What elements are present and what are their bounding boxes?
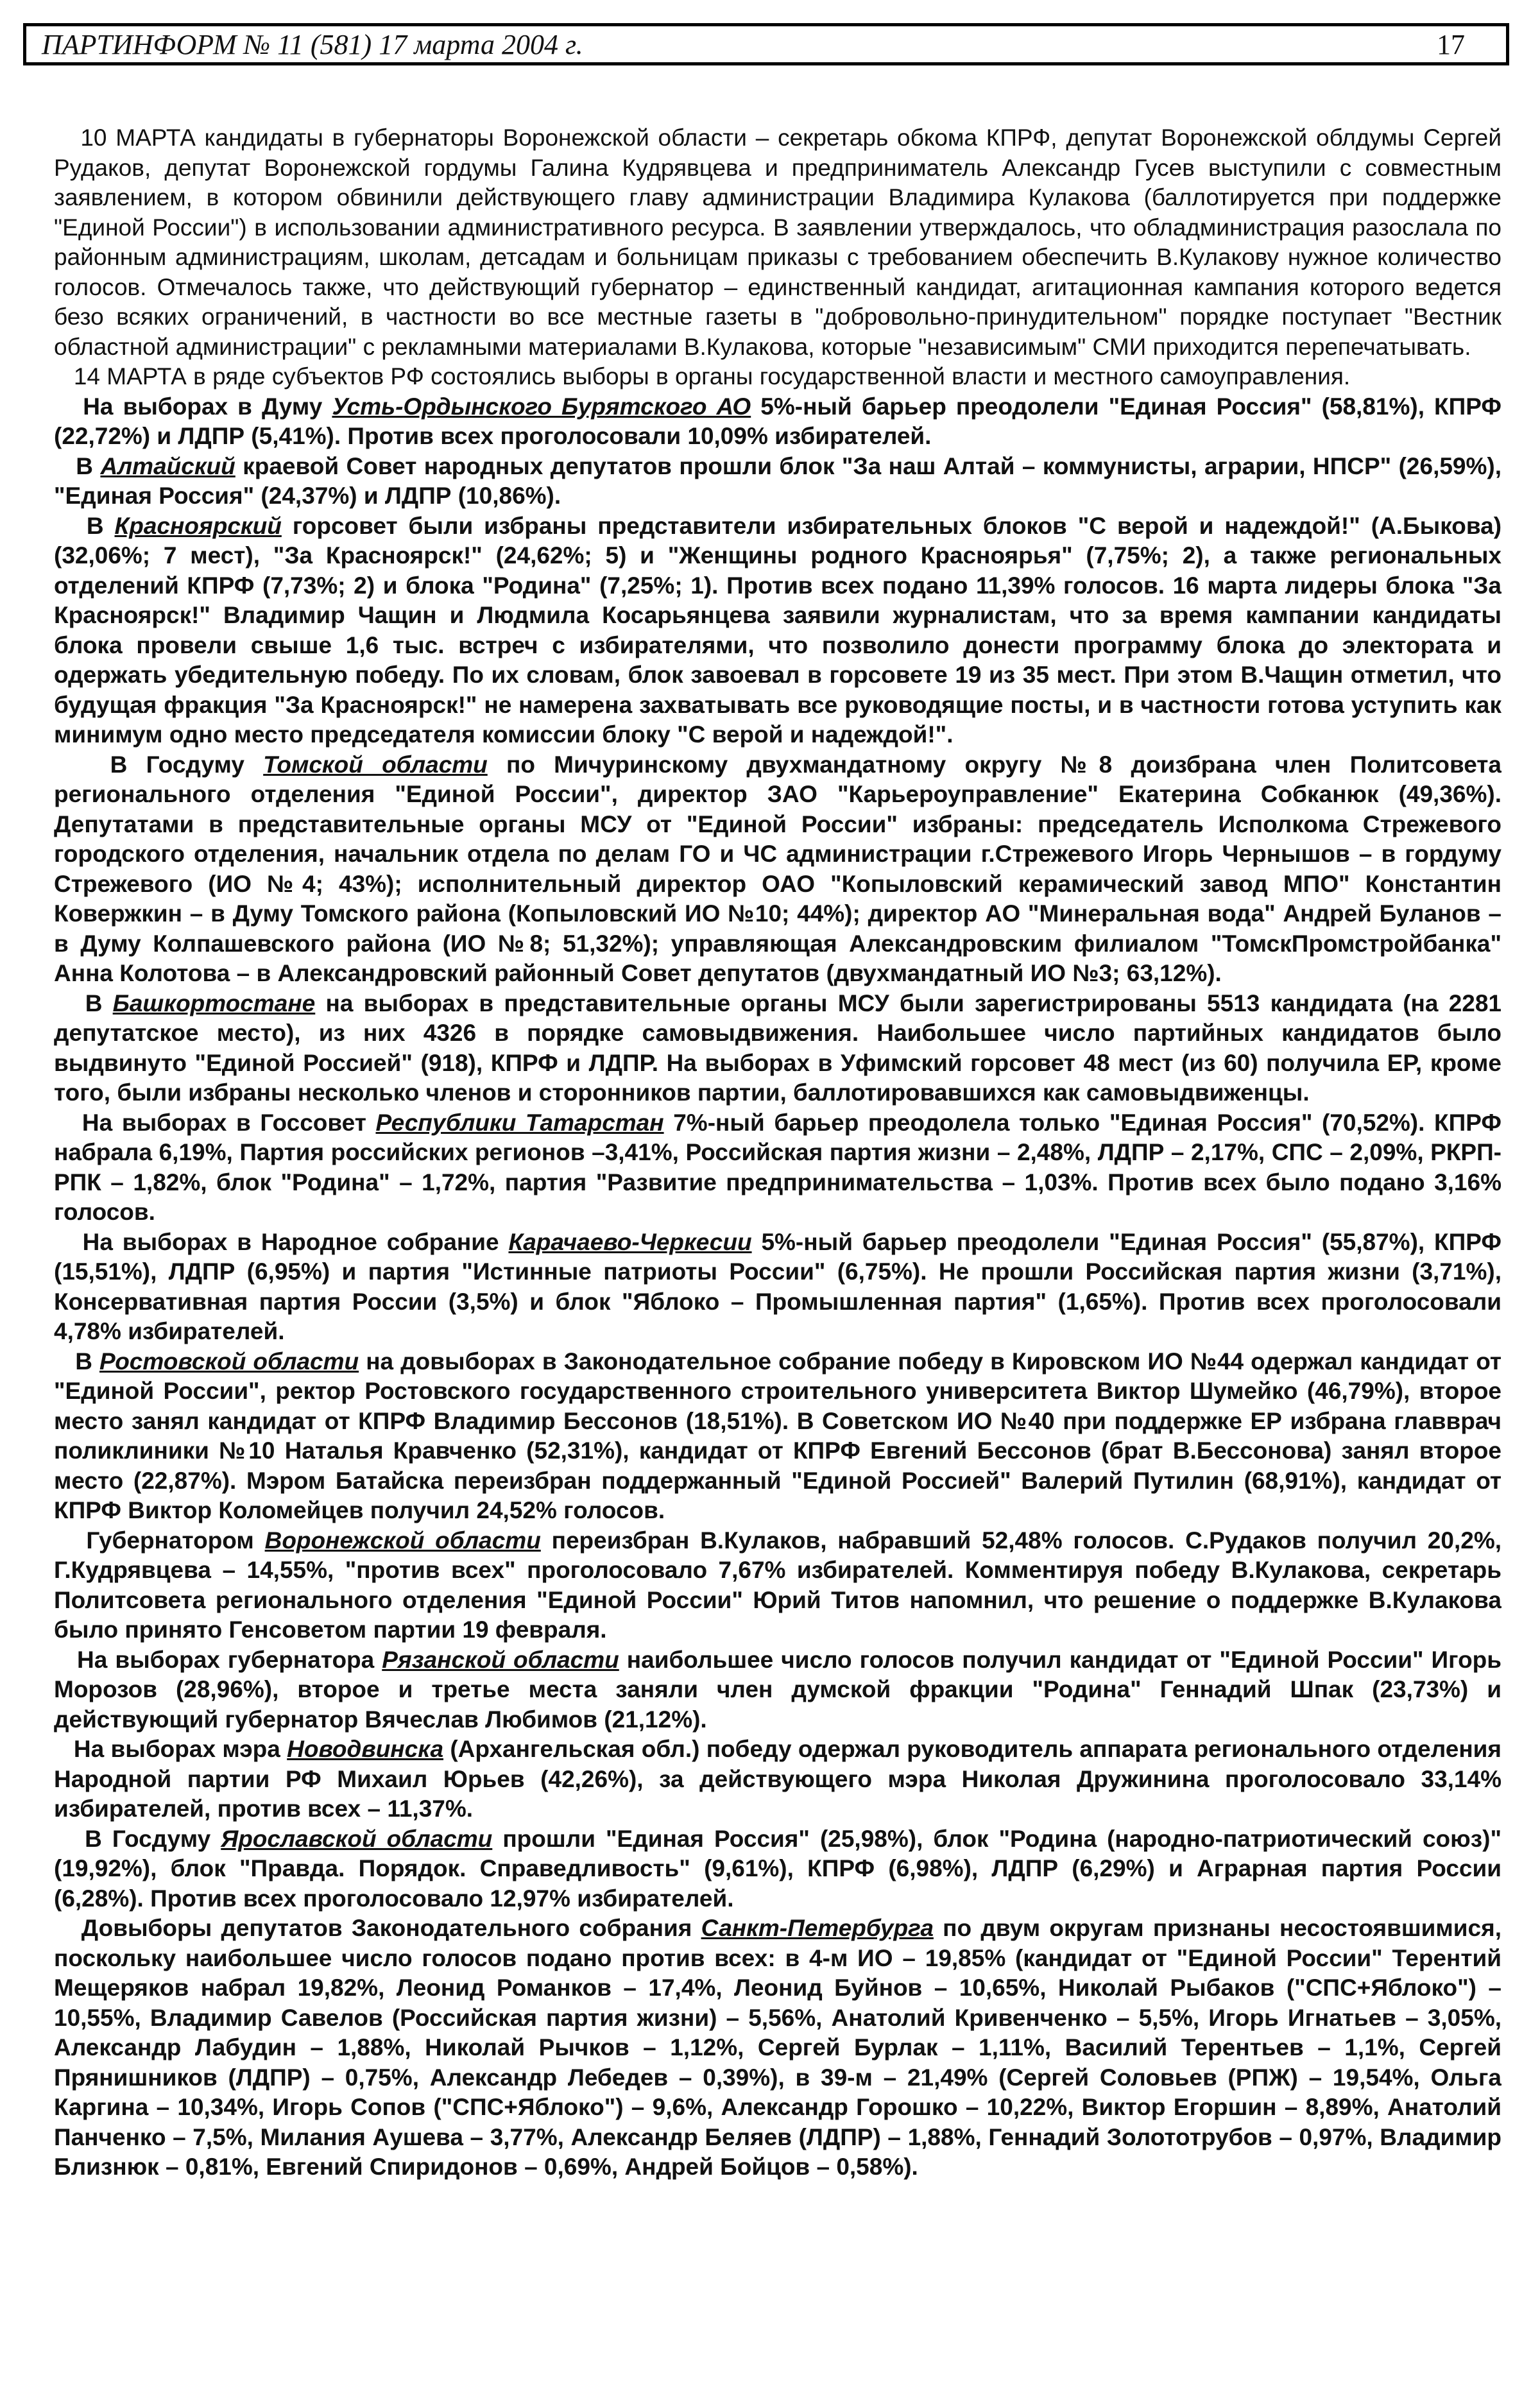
news-item-st-petersburg: Довыборы депутатов Законодательного собрания Санкт-Петербурга по двум округам признаны несостоявшимися, поскольку наибольшее число голосов подано против всех: в 4-м ИО – 19,85% (кандидат от "Единой России" Терентий Мещеряков набрал 19,82%, Леонид Романков – 17,4%, Леонид Буйнов – 10,65%, Николай Рыбаков ("СПС+Яблоко") – 10,55%, Владимир Савелов (Российская партия жизни) – 5,56%, Анатолий Кривенченко – 5,5%, Игорь Игнатьев – 3,05%, Александр Лабудин – 1,88%, Николай Рычков – 1,12%, Сергей Бурлак – 1,11%, Василий Терентьев – 1,1%, Сергей Прянишников (ЛДПР) – 0,75%, Александр Лебедев – 0,39%), в 39-м – 21,49% (Сергей Соловьев (РПЖ) – 19,54%, Ольга Каргина – 10,34%, Игорь Сопов ("СПС+Яблоко") – 9,6%, Александр Горошко – 10,22%, Виктор Егоршин – 8,89%, Анатолий Панченко – 7,5%, Милания Аушева – 3,77%, Александр Беляев (ЛДПР) – 1,88%, Геннадий Золототрубов – 0,97%, Владимир Близнюк – 0,81%, Евгений Спиридонов – 0,69%, Андрей Бойцов – 0,58%). [54, 1915, 1502, 2180]
news-item-novodvinsk: На выборах мэра Новодвинска (Архангельская обл.) победу одержал руководитель аппарата регионального отделения Народной партии РФ Михаил Юрьев (42,26%), за действующего мэра Николая Дружинина проголосовало 33,14% избирателей, против всех – 11,37%. [54, 1736, 1502, 1822]
region-name: Рязанской области [382, 1646, 619, 1673]
region-name: Усть-Ордынского Бурятского АО [332, 393, 751, 420]
news-item-voronezh: Губернатором Воронежской области переизбран В.Кулаков, набравший 52,48% голосов. С.Рудаков получил 20,2%, Г.Кудрявцева – 14,55%, "против всех" проголосовало 7,67% избирателей. Комментируя победу В.Кулакова, секретарь Политсовета регионального отделения "Единой России" Юрий Титов напомнил, что решение о поддержке В.Кулакова было принято Генсоветом партии 19 февраля. [54, 1527, 1502, 1643]
intro-paragraph: 10 МАРТА кандидаты в губернаторы Воронежской области – секретарь обкома КПРФ, депутат Воронежской облдумы Сергей Рудаков, депутат Воронежской гордумы Галина Кудрявцева и предприниматель Александр Гусев выступили с совместным заявлением, в котором обвинили действующего главу администрации Владимира Кулакова (баллотируется при поддержке "Единой России") в использовании административного ресурса. В заявлении утверждалось, что обладминистрация разослала по районным администрациям, школам, детсадам и больницам приказы с требованием обеспечить В.Кулакову нужное количество голосов. Отмечалось также, что действующий губернатор – единственный кандидат, агитационная кампания которого ведется безо всяких ограничений, в частности во все местные газеты в "добровольно-принудительном" порядке поступает "Вестник областной администрации" с рекламными материалами В.Кулакова, которые "независимым" СМИ приходится перепечатывать. [54, 124, 1502, 360]
news-item-tatarstan: На выборах в Госсовет Республики Татарстан 7%-ный барьер преодолела только "Единая Россия" (70,52%). КПРФ набрала 6,19%, Партия российских регионов –3,41%, Российская партия жизни – 2,48%, ЛДПР – 2,17%, СПС – 2,09%, РКРП-РПК – 1,82%, блок "Родина" – 1,72%, партия "Развитие предпринимательства – 1,03%. Против всех было подано 3,16% голосов. [54, 1109, 1502, 1225]
region-name: Ярославской области [221, 1825, 493, 1852]
news-item-rostov: В Ростовской области на довыборах в Законодательное собрание победу в Кировском ИО №44 одержал кандидат от "Единой России", ректор Ростовского государственного строительного университета Виктор Шумейко (46,79%), второе место занял кандидат от КПРФ Владимир Бессонов (18,51%). В Советском ИО №40 при поддержке ЕР избрана главврач поликлиники №10 Наталья Кравченко (52,31%), кандидат от КПРФ Евгений Бессонов (брат В.Бессонова) занял второе место (22,87%). Мэром Батайска переизбран поддержанный "Единой Россией" Валерий Путилин (68,91%), кандидат от КПРФ Виктор Коломейцев получил 24,52% голосов. [54, 1348, 1502, 1523]
region-name: Новодвинска [287, 1736, 444, 1762]
region-name: Санкт-Петербурга [701, 1915, 934, 1941]
news-item-bashkortostan: В Башкортостане на выборах в представительные органы МСУ были зарегистрированы 5513 кандидата (на 2281 депутатское место), из них 4326 в порядке самовыдвижения. Наибольшее число партийных кандидатов было выдвинуто "Единой Россией" (918), КПРФ и ЛДПР. На выборах в Уфимский горсовет 48 мест (из 60) получила ЕР, кроме того, были избраны несколько членов и сторонников партии, баллотировавшихся как самовыдвиженцы. [54, 990, 1502, 1106]
region-name: Республики Татарстан [375, 1109, 664, 1136]
news-item-yaroslavl: В Госдуму Ярославской области прошли "Единая Россия" (25,98%), блок "Родина (народно-патриотический союз)" (19,92%), блок "Правда. Порядок. Справедливость" (9,61%), КПРФ (6,98%), ЛДПР (6,29%) и Аграрная партия России (6,28%). Против всех проголосовало 12,97% избирателей. [54, 1825, 1502, 1912]
region-name: Томской области [263, 751, 488, 778]
region-name: Башкортостане [112, 990, 316, 1016]
region-name: Красноярский [114, 512, 282, 539]
news-item-krasnoyarsk: В Красноярский горсовет были избраны представители избирательных блоков "С верой и надеждой!" (А.Быкова) (32,06%; 7 мест), "За Красноярск!" (24,62%; 5) и "Женщины родного Красноярья" (7,75%; 2), а также региональных отделений КПРФ (7,73%; 2) и блока "Родина" (7,25%; 1). Против всех подано 11,39% голосов. 16 марта лидеры блока "За Красноярск!" Владимир Чащин и Людмила Косарьянцева заявили журналистам, что за время кампании кандидаты блока провели свыше 1,6 тыс. встреч с избирателями, что позволило донести программу блока до электората и одержать убедительную победу. По их словам, блок завоевал в горсовете 19 из 35 мест. При этом В.Чащин отметил, что будущая фракция "За Красноярск!" не намерена захватывать все руководящие посты, и в частности готова уступить как минимум одно место председателя комиссии блоку "С верой и надеждой!". [54, 512, 1502, 748]
region-name: Алтайский [100, 452, 235, 479]
news-item-ust-orda: На выборах в Думу Усть-Ордынского Бурятского АО 5%-ный барьер преодолели "Единая Россия" (58,81%), КПРФ (22,72%) и ЛДПР (5,41%). Против всех проголосовали 10,09% избирателей. [54, 393, 1502, 449]
article-body [54, 123, 1502, 2356]
region-name: Воронежской области [264, 1527, 541, 1554]
publication-title: ПАРТИНФОРМ № 11 (581) 17 марта 2004 г. [42, 28, 583, 60]
news-item-ryazan: На выборах губернатора Рязанской области наибольшее число голосов получил кандидат от "Единой России" Игорь Морозов (28,96%), второе и третье места заняли член думской фракции "Родина" Геннадий Шпак (23,73%) и действующий губернатор Вячеслав Любимов (21,12%). [54, 1646, 1502, 1733]
news-item-tomsk: В Госдуму Томской области по Мичуринскому двухмандатному округу №8 доизбрана член Политсовета регионального отделения "Единой России", директор ЗАО "Карьероуправление" Екатерина Собканюк (49,36%). Депутатами в представительные органы МСУ от "Единой России" избраны: председатель Исполкома Стрежевого городского отделения, начальник отдела по делам ГО и ЧС администрации г.Стрежевого Игорь Чернышов – в гордуму Стрежевого (ИО №4; 43%); исполнительный директор ОАО "Копыловский керамический завод МПО" Константин Ковержкин – в Думу Томского района (Копыловский ИО №10; 44%); директор АО "Минеральная вода" Андрей Буланов – в Думу Колпашевского района (ИО №8; 51,32%); управляющая Александровским филиалом "ТомскПромстройбанка" Анна Колотова – в Александровский районный Совет депутатов (двухмандатный ИО №3; 63,12%). [54, 751, 1502, 986]
region-name: Ростовской области [99, 1348, 359, 1375]
page-header [23, 23, 1509, 65]
news-item-altai: В Алтайский краевой Совет народных депутатов прошли блок "За наш Алтай – коммунисты, аграрии, НПСР" (26,59%), "Единая Россия" (24,37%) и ЛДПР (10,86%). [54, 452, 1502, 509]
page-number: 17 [1437, 28, 1465, 60]
region-name: Карачаево-Черкесии [508, 1228, 752, 1255]
intro-paragraph: 14 МАРТА в ряде субъектов РФ состоялись выборы в органы государственной власти и местного самоуправления. [73, 363, 1351, 390]
news-item-karachay-cherkessia: На выборах в Народное собрание Карачаево-Черкесии 5%-ный барьер преодолели "Единая Россия" (55,87%), КПРФ (15,51%), ЛДПР (6,95%) и партия "Истинные патриоты России" (6,75%). Не прошли Российская партия жизни (3,71%), Консервативная партия России (3,5%) и блок "Яблоко – Промышленная партия" (1,65%). Против всех проголосовали 4,78% избирателей. [54, 1228, 1502, 1344]
